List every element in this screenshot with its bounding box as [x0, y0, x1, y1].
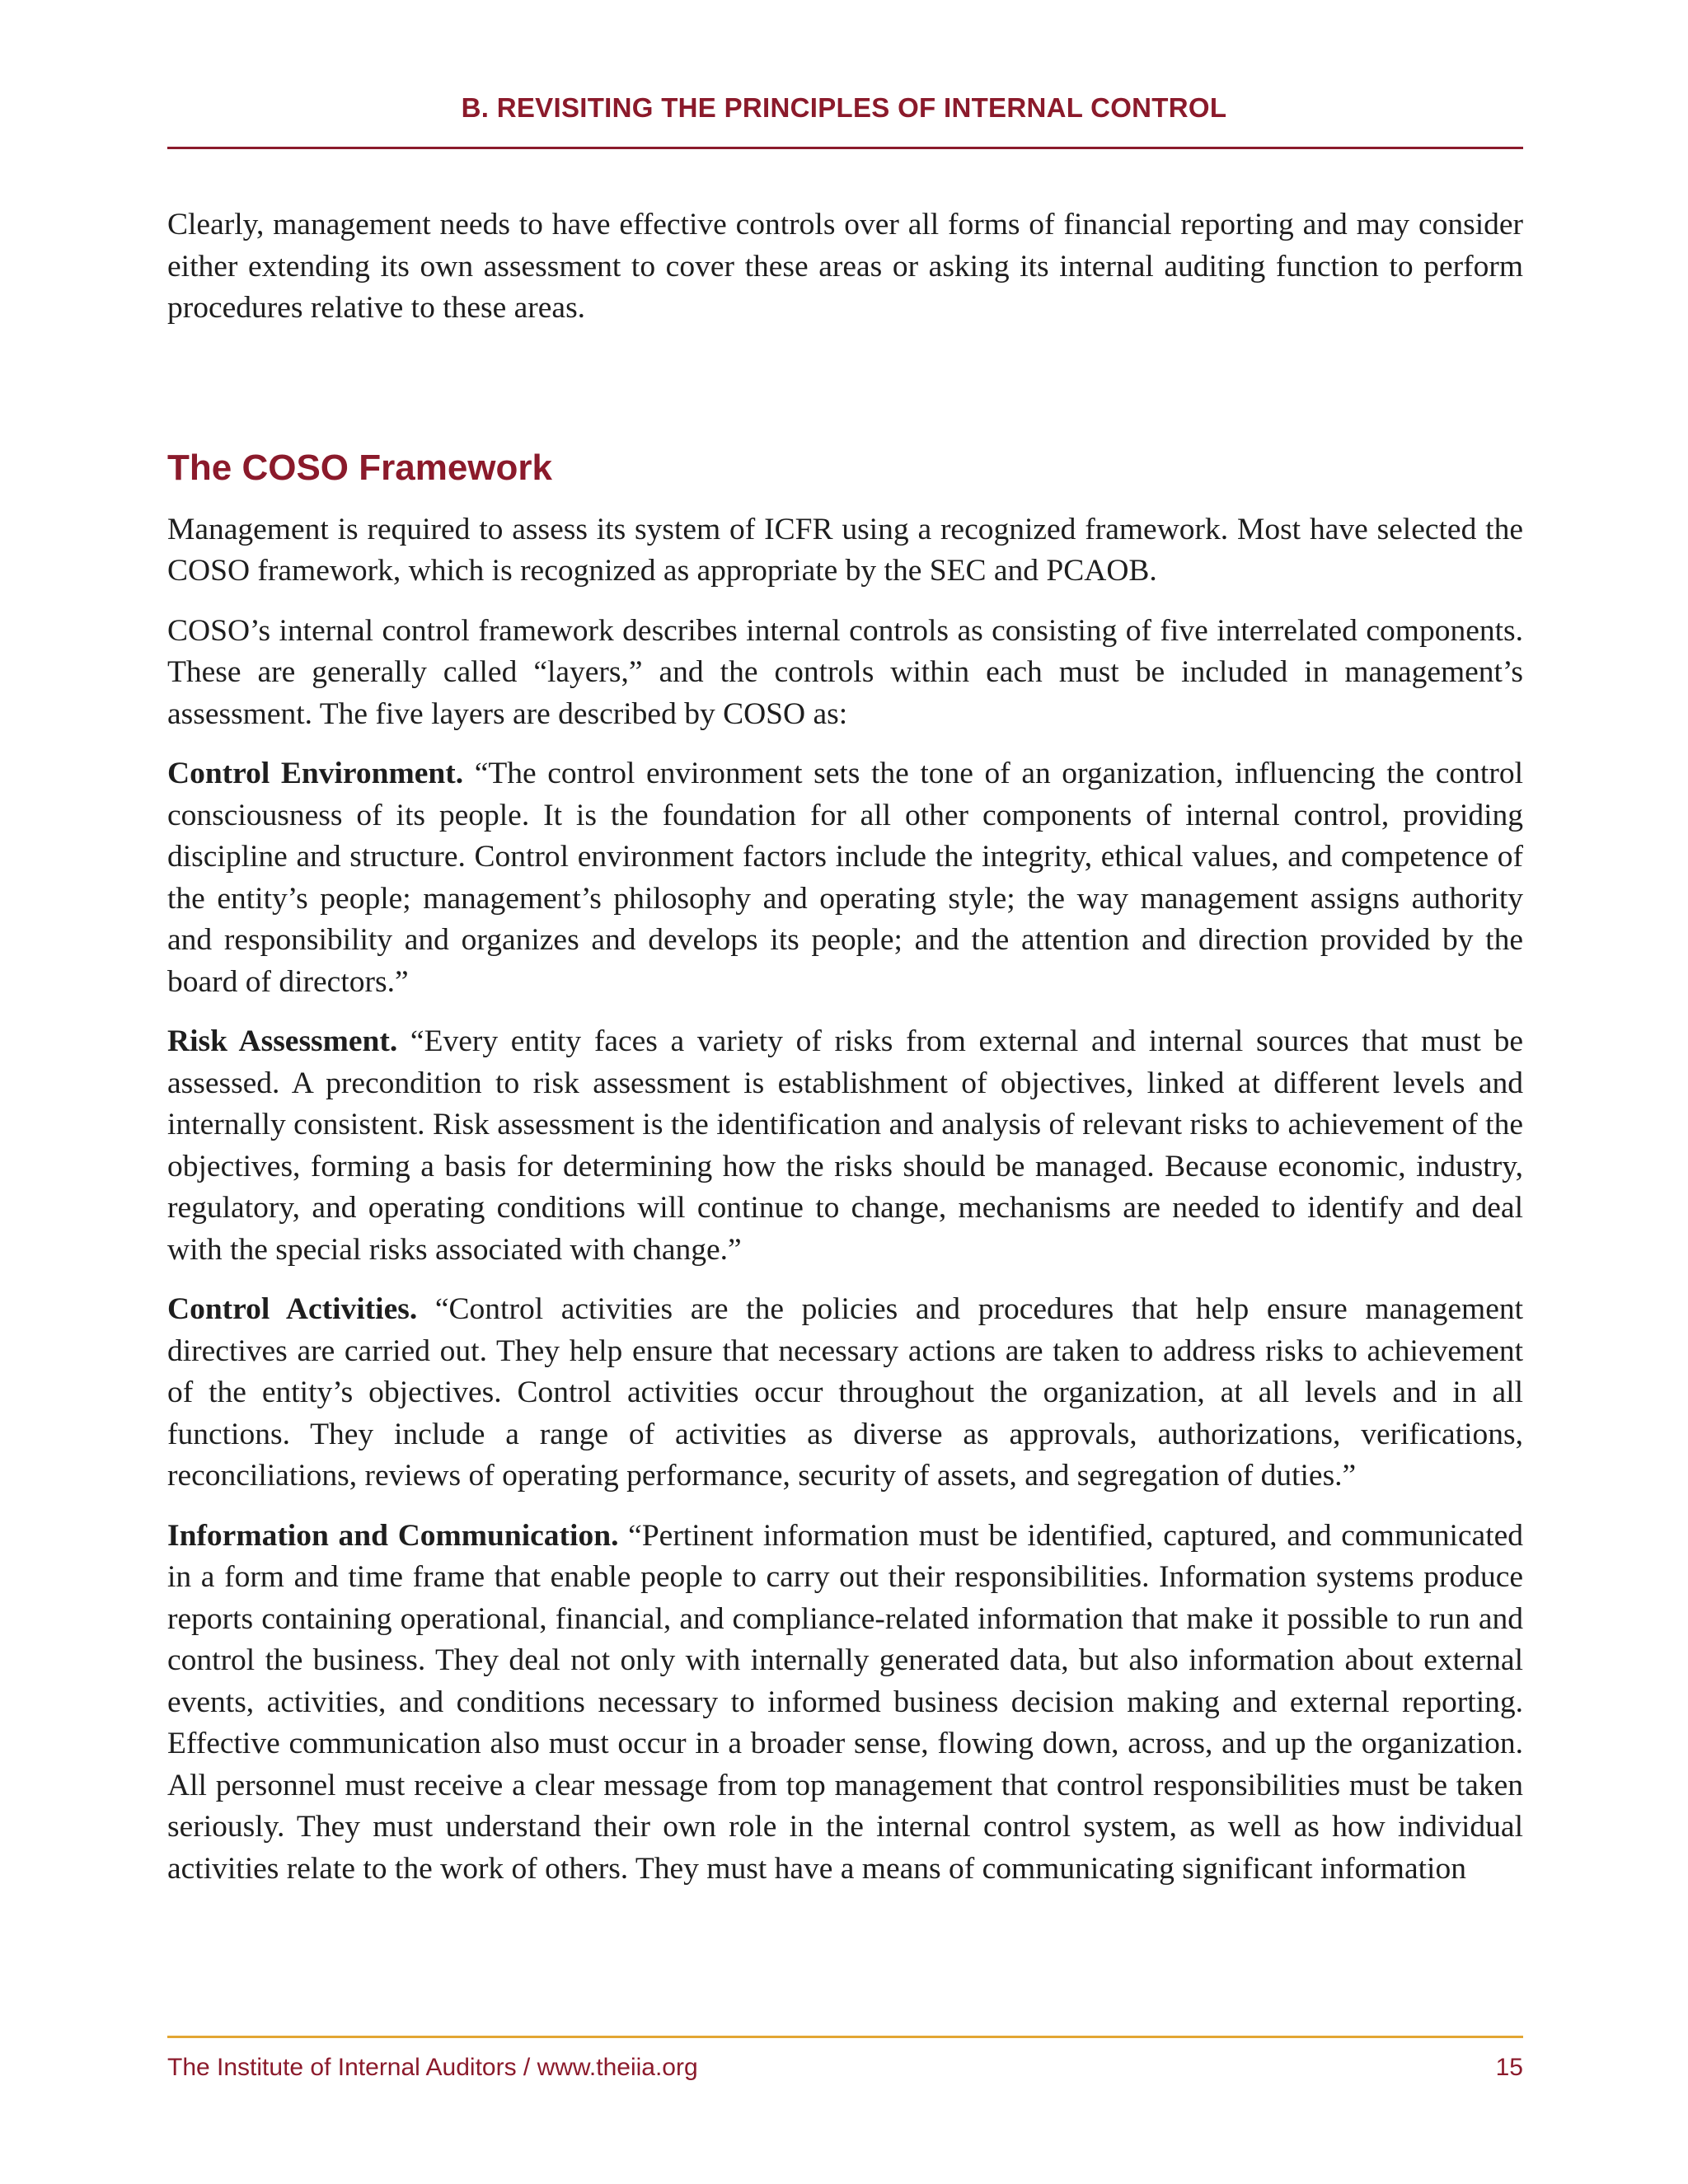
intro-paragraph: Clearly, management needs to have effective controls over all forms of financial reporting and may consider either extending its own assessment to cover these areas or asking its internal auditing function to perform procedures relative to these areas. — [167, 208, 1523, 325]
body-paragraph: COSO’s internal control framework describes internal controls as consisting of five interrelated components. These are generally called “layers,” and the controls within each must be included in management’s assessment. The five layers are described by COSO as: — [167, 613, 1523, 731]
component-text: “The control environment sets the tone of an organization, influencing the control consciousness of its people. It is the foundation for all other components of internal control, providing discipline and structure. Control environment factors include the integrity, ethical values, and competence of the entity’s people; management’s philosophy and operating style; the way management assigns authority and responsibility and organizes and develops its people; and the attention and direction provided by the board of directors.” — [167, 757, 1523, 999]
component-information-communication — [167, 1516, 1523, 1891]
body-paragraph: Management is required to assess its system of ICFR using a recognized framework. Most have selected the COSO framework, which is recognized as appropriate by the SEC and PCAOB. — [167, 512, 1523, 588]
page-number: 15 — [1495, 2054, 1523, 2081]
header-divider — [167, 147, 1523, 149]
component-text: “Every entity faces a variety of risks from external and internal sources that must be assessed. A precondition to risk assessment is establishment of objectives, linked at different levels and internally consistent. Risk assessment is the identification and analysis of relevant risks to achievement of the objectives, forming a basis for determining how the risks should be managed. Because economic, industry, regulatory, and operating conditions will continue to change, mechanisms are needed to identify and deal with the special risks associated with change.” — [167, 1024, 1523, 1267]
component-control-activities — [167, 1289, 1523, 1497]
component-risk-assessment — [167, 1021, 1523, 1271]
footer-credit: The Institute of Internal Auditors / www.theiia.org — [167, 2054, 698, 2081]
component-control-environment — [167, 753, 1523, 1003]
component-lead: Control Environment. — [167, 757, 464, 790]
component-lead: Information and Communication. — [167, 1518, 619, 1553]
page-body — [167, 204, 1523, 1908]
component-text: “Control activities are the policies and procedures that help ensure management directives are carried out. They help ensure that necessary actions are taken to address risks to achievement of the entity’s objectives. Control activities occur throughout the organization, at all levels and in all functions. They include a range of activities as diverse as approvals, authorizations, verifications, reconciliations, reviews of operating performance, security of assets, and segregation of duties.” — [167, 1292, 1524, 1493]
running-header-title: B. REVISITING THE PRINCIPLES OF INTERNAL CONTROL — [461, 92, 1227, 123]
footer-divider — [167, 2036, 1523, 2038]
section-heading: The COSO Framework — [167, 447, 553, 488]
component-lead: Control Activities. — [167, 1292, 418, 1326]
component-lead: Risk Assessment. — [167, 1024, 398, 1058]
component-text: “Pertinent information must be identified, captured, and communicated in a form and time frame that enable people to carry out their responsibilities. Information systems produce reports containing operational, financial, and compliance-related information that make it possible to run and control the business. They deal not only with internally generated data, but also information about external events, activities, and conditions necessary to informed business decision making and external reporting. Effective communication also must occur in a broader sense, flowing down, across, and up the organization. All personnel must receive a clear message from top management that control responsibilities must be taken seriously. They must understand their own role in the internal control system, as well as how individual activities relate to the work of others. They must have a means of communicating significant information — [167, 1518, 1524, 1886]
